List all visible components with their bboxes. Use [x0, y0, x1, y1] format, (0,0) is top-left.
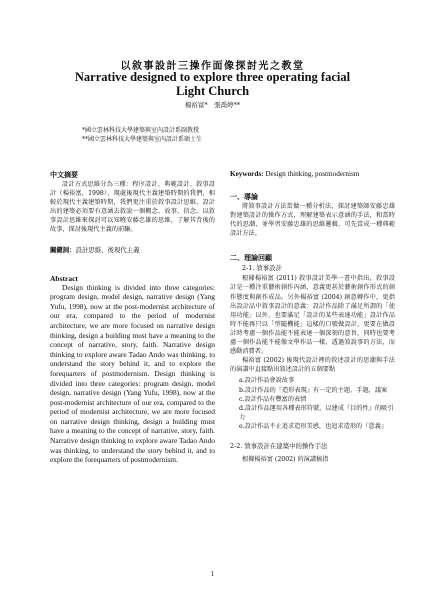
- abstract-zh-body: 設計方式思維分為三種：程序設計、典範設計、敘事設計（楊裕富，1998），現處後現代主義建築時期的我們，相較於現代主義建築時期，我們更注重於敘事設計思維，設計出的建築必須要有意涵去敘說一個概念、故事、信念。以敘事設計思維來探討可以知曉安藤忠雄的思維，了解其背後的故事，探討後現代主義的前驅。: [50, 181, 215, 234]
- affiliation-2: **國立雲林科技大學建築與室內設計系碩士生: [82, 136, 203, 143]
- design-points-list: [230, 376, 395, 431]
- list-item: c.設計作品有豐富的表情: [239, 395, 307, 403]
- abstract-zh-heading: 中文摘要: [50, 170, 78, 179]
- section-2-heading: 二、理論回顧: [230, 253, 272, 263]
- list-item: d.設計作品運用各種表形符號，以建成『目的性』的吸引力: [239, 404, 394, 421]
- keywords-zh: [50, 245, 215, 254]
- keywords-en-value: Design thinking, postmodernism: [265, 170, 360, 178]
- paper-title-chinese: 以敘事設計三操作面像探討光之教堂: [120, 61, 305, 72]
- section-2-1-body: 根據楊裕富 (2011) 敘事設計美學一書中指出，敘事設計是一種注重藝術創作內涵，意義更甚於藝術創作形式的創作態度與創作成品。另外楊裕富 (2004) 創意轉作中，更指出設計品中敘事設計的意義：設計作品除了滿足所謂的「使用功能」以外，也要滿足「設計的某些表達功能」設計作品時不能再只以「型隨機能」這樣的口號做設計，更要在做設計時考慮一個作品能不能表達一個深刻的意旨，同時也要考慮一個作品能不能像文學作品一樣，透過敘說事的方法，而感動消費者。: [230, 275, 395, 356]
- right-column: [230, 170, 395, 464]
- keywords-en: [230, 170, 395, 178]
- affiliation-1: *國立雲林科技大學建築與室內設計系副教授: [82, 127, 200, 134]
- list-item: e.設計作品不止追求造形美感，也追求造形的『意義』: [239, 422, 387, 430]
- keywords-en-label: Keywords:: [230, 170, 264, 178]
- keywords-zh-value: 設計思維、後現代主義: [75, 245, 140, 254]
- list-item: a.設計作品會說故事: [239, 377, 295, 385]
- list-item: b.設計作品的『造形表現』有一定的主題、手題，議案: [239, 386, 388, 394]
- paper-title-english: Narrative designed to explore three operating facial Light Church: [74, 70, 351, 98]
- abstract-en-heading: Abstract: [50, 273, 78, 283]
- section-2-1-heading: 2-1. 敘事設計: [242, 264, 282, 273]
- left-column: [50, 170, 215, 465]
- author-names: 楊裕富* 張喬婷**: [184, 101, 241, 109]
- section-2-2-body: 根據楊裕富 (2002) 的演講稿指: [242, 455, 329, 463]
- section-1-body: 將敘事設計方法當做一種分析法，探討建築師安藤忠雄對建築設計的操作方式，理解建築表示意涵的手法，和當時代的思潮，並學習安藤忠雄的思維邏輯，可先當成一種典範設計方法。: [230, 203, 395, 238]
- keywords-zh-label: 關鍵詞：: [50, 245, 76, 254]
- section-2-2-heading: 2-2. 敘事設計在建築中的操作手法: [230, 441, 328, 450]
- abstract-en-body: Design thinking is divided into three categories: program design, model design, narrative design (Yang Yufu, 1998), now at the post-modernist architecture of our era, compared to the period of modernist architecture, we are more focused on narrative design thinking, design a building must have a meaning to the concept of narrative, story, faith. Narrative design thinking to explore aware Tadao Ando was thinking, to understand the story behind it, and to explore the forequarters of postmodernism. Design thinking is divided into three categories: program design, model design, narrative design (Yang Yufu, 1998), now at the post-modernist architecture of our era, compared to the period of modernist architecture, we are more focused on narrative design thinking, design a building must have a meaning to the concept of narrative, story, faith. Narrative design thinking to explore aware Tadao Ando was thinking, to understand the story behind it, and to explore the forequarters of postmodernism.: [50, 282, 215, 465]
- page-number: 1: [210, 570, 215, 578]
- section-1-heading: 一、導論: [230, 192, 258, 201]
- section-2-1-body-2: 楊裕富 (2002) 後現代設計裡的敘述設計的思潮與手法的演講中直接點出敘述設計的五個要點: [230, 357, 395, 374]
